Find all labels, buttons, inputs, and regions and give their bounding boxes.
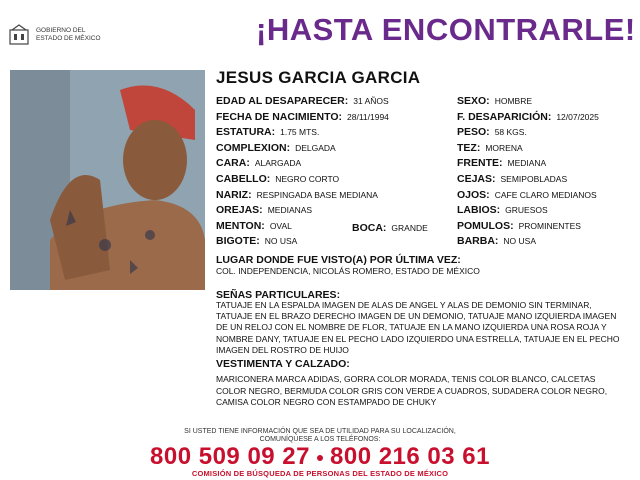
field-boca bbox=[352, 222, 428, 235]
field-row bbox=[216, 220, 292, 233]
senas-text: TATUAJE EN LA ESPALDA IMAGEN DE ALAS DE ANGEL Y ALAS DE DEMONIO SIN TERMINAR, TATUAJE EN EL BRAZO DERECHO IMAGEN DE UN DEMONIO, TATUAJE MANO IZQUIERDA IMAGEN DE UN RELOJ CON EL NOMBRE DE FLOR, TATUAJE EN LA MANO IZQUIERDA UNA ROSA ROJA Y NOMBRE DANY, TATUAJE EN EL PECHO LADO IZQUIERDO UNA ESTRELLA, TATUAJE EN EL PECHO IMAGEN DEL ROSTRO DE HUIJO bbox=[216, 300, 620, 355]
field-value: 58 KGS. bbox=[494, 127, 527, 138]
field-label: BOCA: bbox=[352, 222, 387, 234]
contact-note-line2: COMUNÍQUESE A LOS TELÉFONOS: bbox=[259, 436, 381, 443]
field-label: EDAD AL DESAPARECER: bbox=[216, 95, 349, 107]
field-label: LABIOS: bbox=[457, 204, 501, 217]
government-logo bbox=[8, 24, 118, 46]
field-row bbox=[216, 126, 319, 139]
field-label: ESTATURA: bbox=[216, 126, 276, 139]
headline: ¡HASTA ENCONTRARLE! bbox=[256, 12, 636, 47]
field-label: NARIZ: bbox=[216, 188, 252, 201]
field-value: GRUESOS bbox=[505, 205, 548, 216]
field-label: BIGOTE: bbox=[216, 235, 260, 248]
senas-title: SEÑAS PARTICULARES: bbox=[216, 289, 341, 301]
field-value: MEDIANA bbox=[507, 158, 547, 169]
field-value: NO USA bbox=[503, 236, 537, 247]
field-label: BARBA: bbox=[457, 235, 499, 248]
field-label: OREJAS: bbox=[216, 204, 263, 217]
field-row bbox=[457, 173, 567, 186]
last-seen-title: LUGAR DONDE FUE VISTO(A) POR ÚLTIMA VEZ: bbox=[216, 254, 461, 266]
field-value: NEGRO CORTO bbox=[275, 174, 340, 184]
field-label: PESO: bbox=[457, 126, 490, 139]
field-value: PROMINENTES bbox=[518, 220, 581, 231]
phone-number-1[interactable]: 800 509 09 27 bbox=[150, 443, 310, 470]
field-row bbox=[216, 204, 312, 217]
field-value: HOMBRE bbox=[494, 96, 532, 106]
vestimenta-text: MARICONERA MARCA ADIDAS, GORRA COLOR MORADA, TENIS COLOR BLANCO, CALCETAS COLOR NEGRO, BERMUDA COLOR GRIS CON VERDE A CUADROS, SUDADERA COLOR NEGRO, CAMISA COLOR NEGRO CON ESTAMPADO DE CHUKY bbox=[216, 374, 608, 408]
phone-numbers bbox=[0, 443, 640, 471]
field-value: 1.75 MTS. bbox=[280, 127, 320, 138]
last-seen-text: COL. INDEPENDENCIA, NICOLÁS ROMERO, ESTADO DE MÉXICO bbox=[216, 266, 480, 276]
person-silhouette-icon bbox=[10, 70, 205, 290]
field-value: SEMIPOBLADAS bbox=[500, 174, 568, 184]
field-value: DELGADA bbox=[295, 142, 336, 153]
field-row bbox=[216, 142, 336, 155]
field-label: MENTON: bbox=[216, 219, 265, 232]
field-row bbox=[216, 235, 297, 248]
field-row bbox=[216, 189, 378, 202]
field-value: RESPINGADA BASE MEDIANA bbox=[256, 189, 378, 200]
field-label: F. DESAPARICIÓN: bbox=[457, 110, 552, 123]
person-name: JESUS GARCIA GARCIA bbox=[216, 68, 421, 87]
field-row bbox=[216, 157, 301, 170]
field-row bbox=[457, 204, 548, 217]
field-row bbox=[457, 220, 581, 233]
field-row bbox=[457, 95, 532, 108]
field-label: COMPLEXION: bbox=[216, 141, 291, 154]
field-value: NO USA bbox=[264, 236, 298, 247]
field-value: CAFE CLARO MEDIANOS bbox=[494, 189, 597, 200]
field-value: ALARGADA bbox=[254, 158, 302, 169]
person-photo bbox=[10, 70, 205, 290]
field-label: CABELLO: bbox=[216, 173, 271, 185]
field-row bbox=[457, 111, 599, 124]
field-row bbox=[457, 142, 523, 155]
field-row bbox=[216, 111, 389, 124]
field-row bbox=[457, 235, 536, 248]
logo-line2: ESTADO DE MÉXICO bbox=[36, 35, 101, 42]
field-row bbox=[457, 189, 597, 202]
field-label: FECHA DE NACIMIENTO: bbox=[216, 110, 342, 123]
state-seal-icon bbox=[8, 24, 30, 46]
logo-line1: GOBIERNO DEL bbox=[36, 27, 86, 34]
field-label: TEZ: bbox=[457, 141, 481, 154]
contact-note bbox=[0, 428, 640, 444]
field-value: MEDIANAS bbox=[267, 205, 313, 216]
field-row bbox=[457, 157, 546, 170]
field-label: POMULOS: bbox=[457, 219, 514, 232]
bullet-separator-icon bbox=[317, 455, 323, 461]
field-label: FRENTE: bbox=[457, 157, 503, 170]
field-value: GRANDE bbox=[391, 223, 428, 233]
vestimenta-title: VESTIMENTA Y CALZADO: bbox=[216, 358, 350, 370]
field-value: 31 AÑOS bbox=[353, 96, 389, 106]
field-label: CEJAS: bbox=[457, 173, 496, 185]
field-label: SEXO: bbox=[457, 95, 490, 107]
phone-number-2[interactable]: 800 216 03 61 bbox=[330, 443, 490, 470]
field-value: 12/07/2025 bbox=[556, 111, 599, 122]
contact-note-line1: SI USTED TIENE INFORMACIÓN QUE SEA DE UTILIDAD PARA SU LOCALIZACIÓN, bbox=[184, 428, 456, 435]
field-row bbox=[216, 173, 339, 186]
field-value: OVAL bbox=[269, 220, 292, 231]
field-row bbox=[216, 95, 389, 108]
field-row bbox=[457, 126, 527, 139]
field-label: CARA: bbox=[216, 157, 250, 170]
field-value: MORENA bbox=[485, 142, 523, 153]
field-label: OJOS: bbox=[457, 188, 490, 201]
field-value: 28/11/1994 bbox=[347, 111, 389, 122]
commission-name: COMISIÓN DE BÚSQUEDA DE PERSONAS DEL ESTADO DE MÉXICO bbox=[191, 469, 449, 478]
